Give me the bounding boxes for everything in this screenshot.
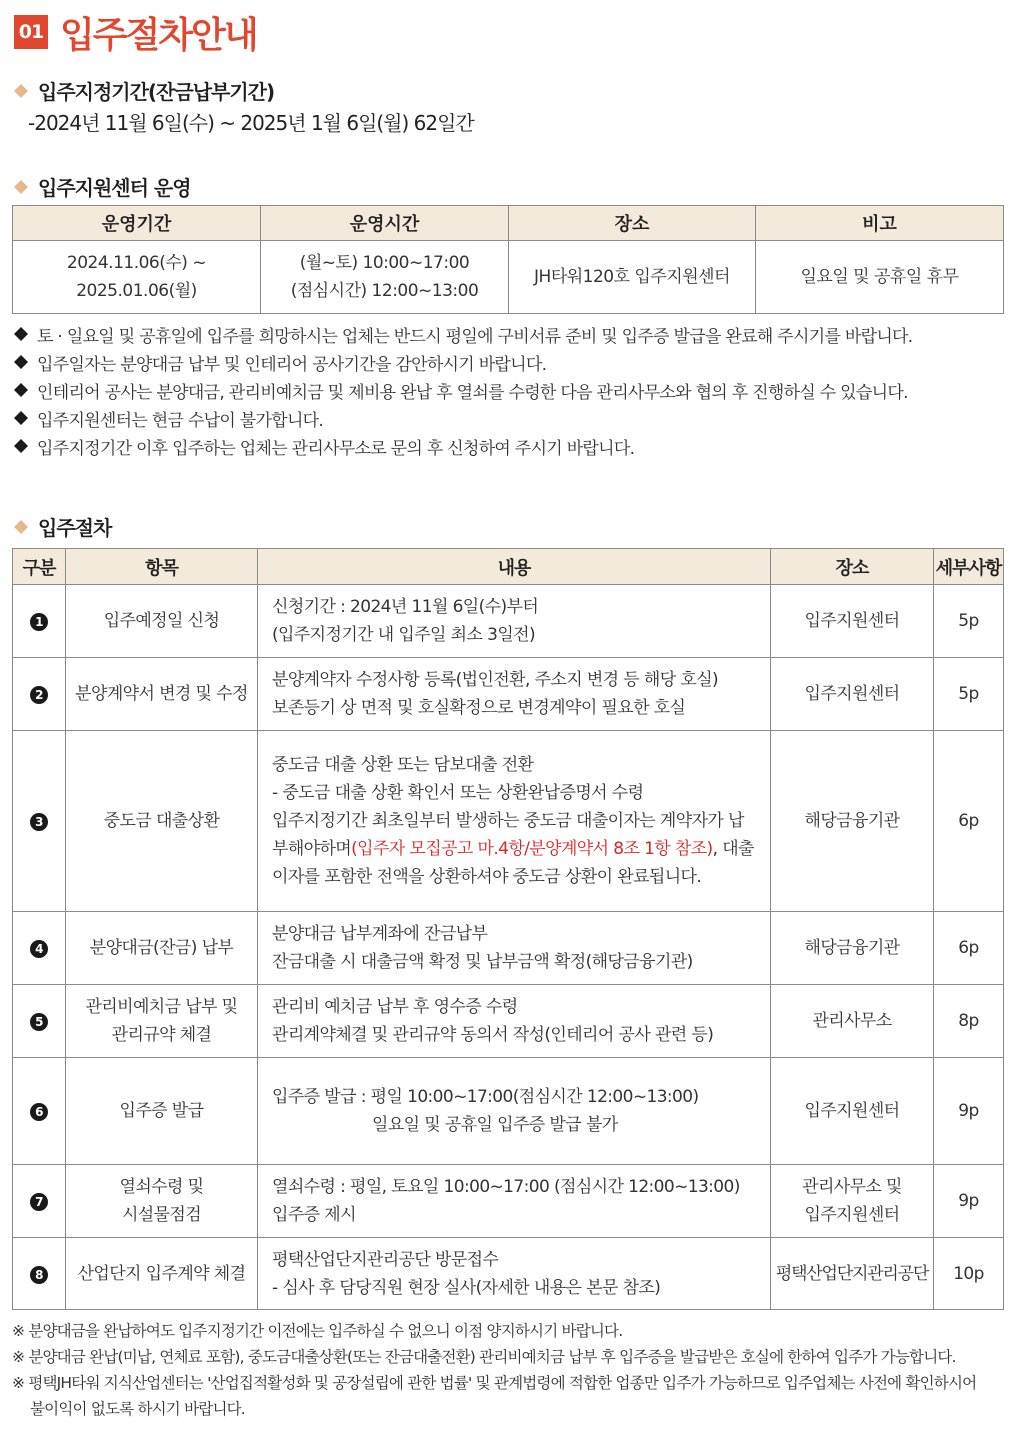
support-center-table — [12, 205, 1004, 314]
place-cell — [771, 1165, 934, 1238]
black-diamond-icon — [14, 439, 28, 453]
item-cell — [66, 658, 258, 731]
table-header-row — [13, 206, 1004, 241]
item-cell — [66, 1165, 258, 1238]
table-row — [13, 1058, 1004, 1165]
item-line: 입주증 발급 — [119, 1101, 204, 1121]
content-line: 이자를 포함한 전액을 상환하셔야 중도금 상환이 완료됩니다. — [272, 867, 702, 887]
procedure-table — [12, 548, 1004, 1310]
diamond-bullet-icon — [14, 180, 28, 194]
step-number-icon: 8 — [30, 1266, 48, 1284]
content-line: 관리계약체결 및 관리규약 동의서 작성(인테리어 공사 관련 등) — [272, 1025, 714, 1045]
table-row — [13, 241, 1004, 314]
table-header-cell: 운영기간 — [13, 206, 261, 241]
place-cell: 해당금융기관 — [771, 731, 934, 912]
table-row — [13, 912, 1004, 985]
footnote: 불이익이 없도록 하시기 바랍니다. — [30, 1400, 245, 1418]
item-line: 관리규약 체결 — [111, 1025, 212, 1045]
table-header-cell: 장소 — [509, 206, 756, 241]
table-header-row — [13, 549, 1004, 585]
hours-line: (월~토) 10:00~17:00 — [299, 253, 470, 273]
place-cell: 입주지원센터 — [771, 585, 934, 658]
step-cell — [13, 658, 66, 731]
step-number-icon: 7 — [30, 1193, 48, 1211]
page-cell: 5p — [934, 585, 1004, 658]
section-title: 입주지원센터 운영 — [38, 176, 191, 200]
section-title: 입주절차 — [38, 516, 112, 540]
table-header-cell: 비고 — [756, 206, 1004, 241]
content-cell — [258, 731, 771, 912]
step-number-icon: 3 — [30, 813, 48, 831]
content-line: 입주지정기간 최초일부터 발생하는 중도금 대출이자는 계약자가 납 — [272, 811, 744, 831]
step-cell — [13, 912, 66, 985]
footnote: ※ 분양대금 완납(미납, 연체료 포함), 중도금대출상환(또는 잔금대출전환) 관리비예치금 납부 후 입주증을 발급받은 호실에 한하여 입주가 가능합니다. — [12, 1348, 956, 1366]
table-row — [13, 658, 1004, 731]
content-line: 평택산업단지관리공단 방문접수 — [272, 1249, 499, 1270]
content-line: 보존등기 상 면적 및 호실확정으로 변경계약이 필요한 호실 — [272, 698, 686, 718]
content-line: - 심사 후 담당직원 현장 실사(자세한 내용은 본문 참조) — [272, 1277, 661, 1298]
list-item — [14, 348, 912, 376]
black-diamond-icon — [14, 411, 28, 425]
table-header-cell: 세부사항 — [934, 549, 1004, 585]
note-text: 토 · 일요일 및 공휴일에 입주를 희망하시는 업체는 반드시 평일에 구비서류 준비 및 입주증 발급을 완료해 주시기를 바랍니다. — [37, 326, 913, 347]
page-cell: 5p — [934, 658, 1004, 731]
table-row — [13, 1238, 1004, 1310]
table-header-cell: 장소 — [771, 549, 934, 585]
page-title: 입주절차안내 — [60, 14, 257, 56]
hours-cell — [261, 241, 509, 314]
occupancy-period-heading — [14, 76, 274, 105]
item-cell — [66, 585, 258, 658]
content-cell — [258, 985, 771, 1058]
step-number-icon: 6 — [30, 1103, 48, 1121]
period-cell — [13, 241, 261, 314]
page-cell: 6p — [934, 912, 1004, 985]
place-cell: 평택산업단지관리공단 — [771, 1238, 934, 1310]
item-line: 분양대금(잔금) 납부 — [89, 938, 234, 958]
footnote: ※ 평택JH타워 지식산업센터는 '산업집적활성화 및 공장설립에 관한 법률' 및 관계법령에 적합한 업종만 입주가 가능하므로 입주업체는 사전에 확인하시어 — [12, 1374, 977, 1392]
item-cell — [66, 731, 258, 912]
black-diamond-icon — [14, 355, 28, 369]
step-cell — [13, 731, 66, 912]
table-row — [13, 985, 1004, 1058]
place-cell: JH타워120호 입주지원센터 — [509, 241, 756, 314]
content-cell — [258, 1165, 771, 1238]
page-cell: 9p — [934, 1165, 1004, 1238]
step-cell — [13, 1058, 66, 1165]
content-line: 분양계약자 수정사항 등록(법인전환, 주소지 변경 등 해당 호실) — [272, 670, 719, 690]
procedure-heading — [14, 512, 111, 541]
table-header-cell: 운영시간 — [261, 206, 509, 241]
period-line: 2025.01.06(월) — [76, 281, 197, 301]
content-text: 부해야하며 — [272, 839, 352, 859]
content-cell — [258, 1238, 771, 1310]
place-cell: 해당금융기관 — [771, 912, 934, 985]
step-number-icon: 4 — [30, 940, 48, 958]
place-cell: 입주지원센터 — [771, 1058, 934, 1165]
content-cell — [258, 1058, 771, 1165]
content-line: 입주증 발급 : 평일 10:00~17:00(점심시간 12:00~13:00) — [272, 1087, 699, 1107]
black-diamond-icon — [14, 383, 28, 397]
place-cell: 입주지원센터 — [771, 658, 934, 731]
page-cell: 6p — [934, 731, 1004, 912]
section-title: 입주지정기간(잔금납부기간) — [38, 80, 275, 104]
content-line — [272, 835, 764, 863]
step-number-icon: 5 — [30, 1013, 48, 1031]
step-number-icon: 2 — [30, 686, 48, 704]
footnote: ※ 분양대금을 완납하여도 입주지정기간 이전에는 입주하실 수 없으니 이점 양지하시기 바랍니다. — [12, 1322, 623, 1340]
note-text: 인테리어 공사는 분양대금, 관리비예치금 및 제비용 완납 후 열쇠를 수령한 다음 관리사무소와 협의 후 진행하실 수 있습니다. — [37, 382, 908, 403]
content-cell — [258, 658, 771, 731]
reference-highlight: (입주자 모집공고 마.4항/분양계약서 8조 1항 참조) — [351, 839, 713, 859]
item-cell — [66, 1238, 258, 1310]
content-line: 관리비 예치금 납부 후 영수증 수령 — [272, 997, 518, 1017]
list-item — [14, 320, 912, 348]
diamond-bullet-icon — [14, 84, 28, 98]
content-line: 입주증 제시 — [272, 1205, 356, 1225]
content-cell — [258, 585, 771, 658]
item-cell — [66, 1058, 258, 1165]
table-row — [13, 585, 1004, 658]
hours-line: (점심시간) 12:00~13:00 — [290, 281, 479, 301]
item-line: 중도금 대출상환 — [103, 811, 220, 831]
table-row — [13, 731, 1004, 912]
content-line: 분양대금 납부계좌에 잔금납부 — [272, 924, 488, 944]
step-cell — [13, 1238, 66, 1310]
content-line: 신청기간 : 2024년 11월 6일(수)부터 — [272, 597, 539, 617]
content-line: 일요일 및 공휴일 입주증 발급 불가 — [372, 1115, 618, 1135]
note-cell: 일요일 및 공휴일 휴무 — [756, 241, 1004, 314]
item-line: 열쇠수령 및 — [119, 1177, 204, 1197]
item-cell — [66, 985, 258, 1058]
note-text: 입주지원센터는 현금 수납이 불가합니다. — [37, 410, 324, 431]
step-number-icon: 1 — [30, 613, 48, 631]
page-header — [14, 10, 257, 54]
black-diamond-icon — [14, 327, 28, 341]
content-cell — [258, 912, 771, 985]
support-center-heading — [14, 172, 191, 201]
footnotes — [12, 1318, 1017, 1422]
item-line: 산업단지 입주계약 체결 — [77, 1263, 246, 1284]
list-item — [14, 376, 912, 404]
section-number-badge: 01 — [14, 15, 48, 49]
table-header-cell: 항목 — [66, 549, 258, 585]
page-cell: 10p — [934, 1238, 1004, 1310]
table-header-cell: 내용 — [258, 549, 771, 585]
item-line: 입주예정일 신청 — [103, 611, 220, 631]
content-line: 잔금대출 시 대출금액 확정 및 납부금액 확정(해당금융기관) — [272, 952, 693, 972]
step-cell — [13, 1165, 66, 1238]
step-cell — [13, 585, 66, 658]
page-cell: 8p — [934, 985, 1004, 1058]
item-line: 시설물점검 — [121, 1205, 202, 1225]
step-cell — [13, 985, 66, 1058]
place-cell: 관리사무소 — [771, 985, 934, 1058]
content-line: (입주지정기간 내 입주일 최소 3일전) — [272, 625, 536, 645]
content-line: - 중도금 대출 상환 확인서 또는 상환완납증명서 수령 — [272, 783, 644, 803]
page-cell: 9p — [934, 1058, 1004, 1165]
content-line: 중도금 대출 상환 또는 담보대출 전환 — [272, 755, 534, 775]
notes-list — [14, 320, 912, 460]
item-line: 분양계약서 변경 및 수정 — [75, 684, 248, 704]
period-line: 2024.11.06(수) ~ — [66, 253, 207, 273]
place-line: 관리사무소 및 — [802, 1177, 902, 1197]
note-text: 입주지정기간 이후 입주하는 업체는 관리사무소로 문의 후 신청하여 주시기 바랍니다. — [37, 438, 635, 459]
table-header-cell: 구분 — [13, 549, 66, 585]
occupancy-period-text: -2024년 11월 6일(수) ~ 2025년 1월 6일(월) 62일간 — [28, 111, 474, 135]
content-text: , 대출 — [712, 839, 754, 859]
item-line: 관리비예치금 납부 및 — [85, 997, 238, 1017]
list-item — [14, 432, 912, 460]
table-row — [13, 1165, 1004, 1238]
content-line: 열쇠수령 : 평일, 토요일 10:00~17:00 (점심시간 12:00~13:00) — [272, 1177, 740, 1197]
list-item — [14, 404, 912, 432]
place-line: 입주지원센터 — [804, 1205, 900, 1225]
diamond-bullet-icon — [14, 520, 28, 534]
item-cell — [66, 912, 258, 985]
note-text: 입주일자는 분양대금 납부 및 인테리어 공사기간을 감안하시기 바랍니다. — [37, 354, 547, 375]
